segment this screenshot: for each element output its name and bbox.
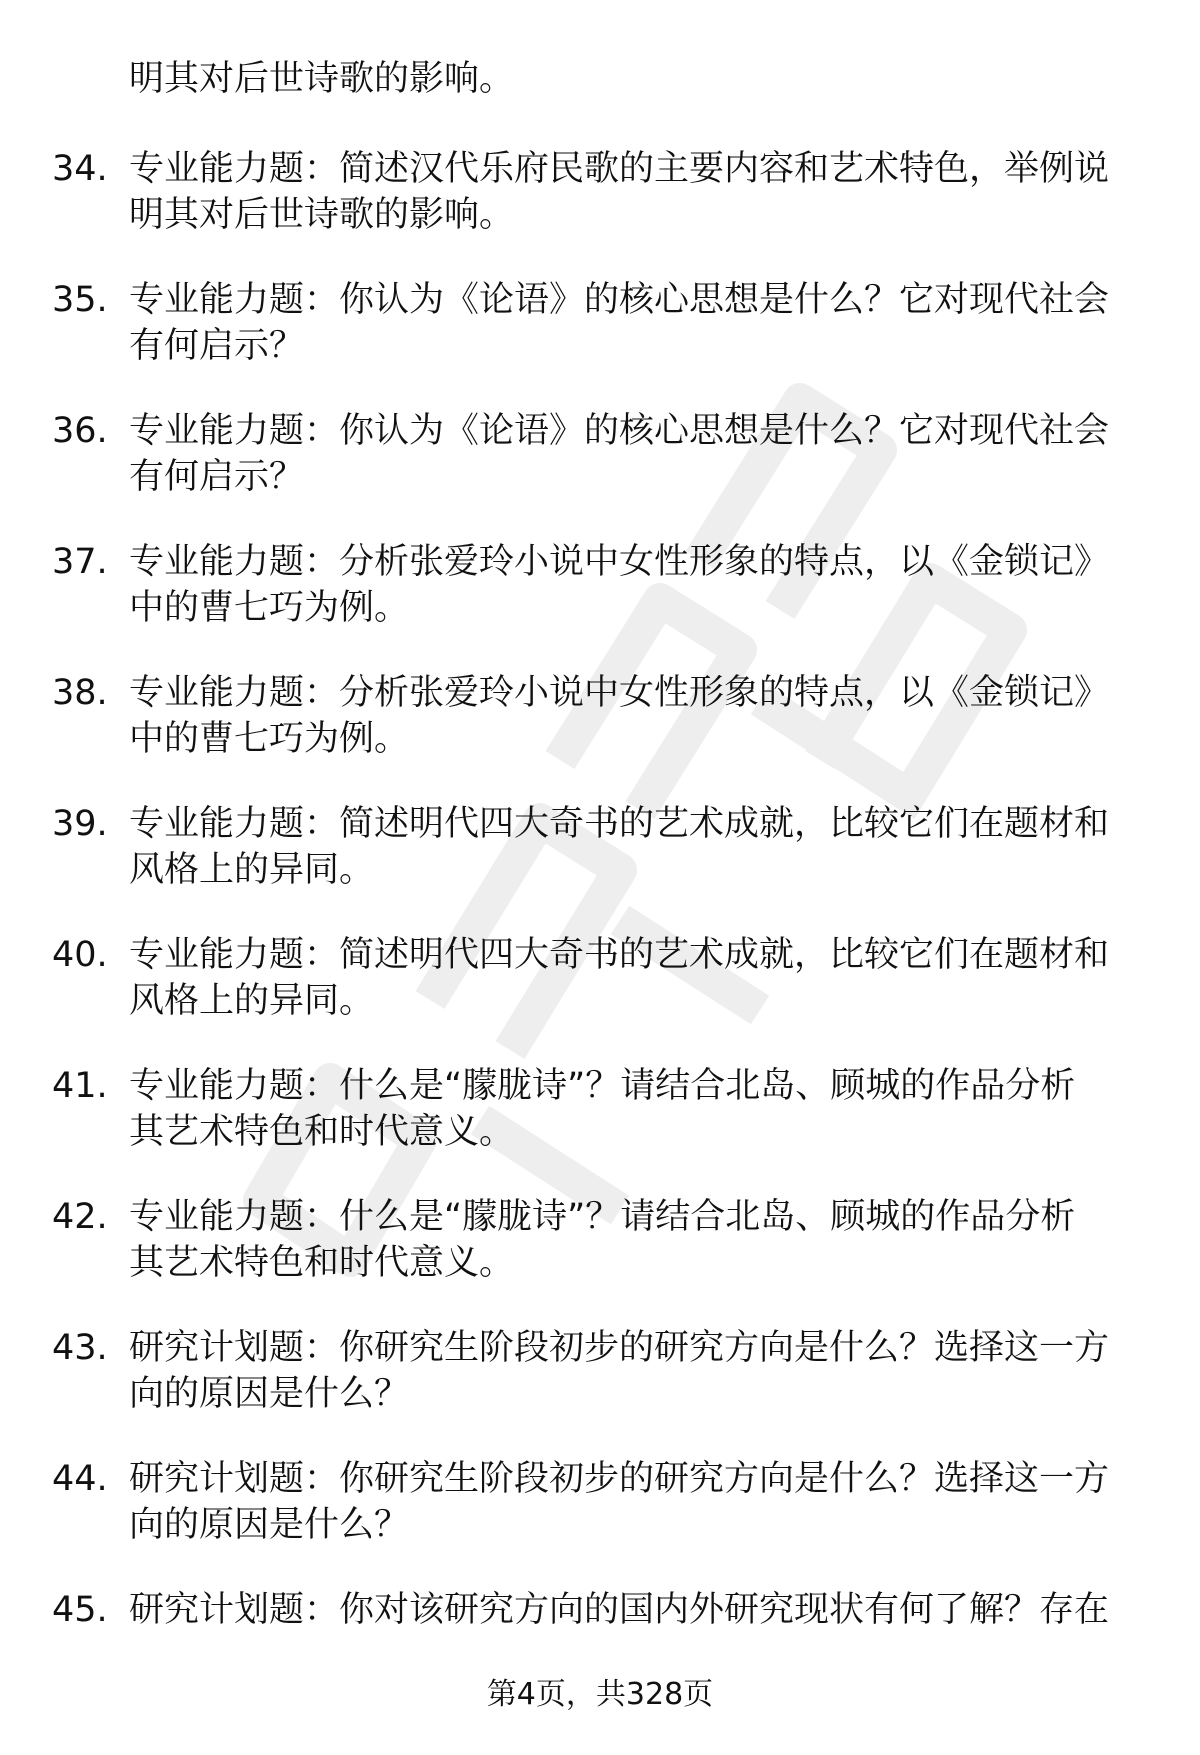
question-text — [129, 1325, 1139, 1417]
list-item — [0, 1325, 1200, 1456]
question-text — [129, 932, 1139, 1024]
question-line: 专业能力题：什么是“朦胧诗”？请结合北岛、顾城的作品分析 — [129, 1066, 1076, 1106]
question-line: 专业能力题：你认为《论语》的核心思想是什么？它对现代社会 — [129, 411, 1110, 451]
question-number: 35. — [52, 280, 108, 320]
question-line: 中的曹七巧为例。 — [129, 588, 410, 628]
question-text — [129, 1063, 1139, 1155]
question-line: 有何启示？ — [129, 457, 305, 497]
question-line: 研究计划题：你研究生阶段初步的研究方向是什么？选择这一方 — [129, 1459, 1110, 1499]
question-line: 向的原因是什么？ — [129, 1505, 410, 1545]
question-number: 39. — [52, 804, 108, 844]
list-item — [0, 408, 1200, 539]
question-line: 专业能力题：你认为《论语》的核心思想是什么？它对现代社会 — [129, 280, 1110, 320]
page-footer: 第4页，共328页 — [486, 1677, 714, 1712]
question-line: 风格上的异同。 — [129, 981, 375, 1021]
question-list — [0, 146, 1200, 1718]
list-item — [0, 146, 1200, 277]
list-item — [0, 801, 1200, 932]
list-item — [0, 1456, 1200, 1587]
question-text — [129, 1587, 1139, 1633]
question-line: 其艺术特色和时代意义。 — [129, 1243, 515, 1283]
question-number: 40. — [52, 935, 108, 975]
question-number: 38. — [52, 673, 108, 713]
question-number: 37. — [52, 542, 108, 582]
list-item — [0, 1063, 1200, 1194]
question-line: 有何启示？ — [129, 326, 305, 366]
question-line: 风格上的异同。 — [129, 850, 375, 890]
question-text — [129, 539, 1139, 631]
question-line: 专业能力题：简述明代四大奇书的艺术成就，比较它们在题材和 — [129, 935, 1110, 975]
question-text — [129, 1194, 1139, 1286]
list-item — [0, 277, 1200, 408]
question-text — [129, 801, 1139, 893]
question-number: 41. — [52, 1066, 108, 1106]
question-line: 专业能力题：分析张爱玲小说中女性形象的特点，以《金锁记》 — [129, 542, 1110, 582]
question-line: 专业能力题：简述明代四大奇书的艺术成就，比较它们在题材和 — [129, 804, 1110, 844]
question-number: 34. — [52, 149, 108, 189]
question-text — [129, 1456, 1139, 1548]
question-number: 45. — [52, 1590, 108, 1630]
question-text — [129, 408, 1139, 500]
question-line: 专业能力题：什么是“朦胧诗”？请结合北岛、顾城的作品分析 — [129, 1197, 1076, 1237]
question-line: 其艺术特色和时代意义。 — [129, 1112, 515, 1152]
question-line: 中的曹七巧为例。 — [129, 719, 410, 759]
question-line: 研究计划题：你研究生阶段初步的研究方向是什么？选择这一方 — [129, 1328, 1110, 1368]
question-number: 42. — [52, 1197, 108, 1237]
question-line: 向的原因是什么？ — [129, 1374, 410, 1414]
list-item — [0, 1194, 1200, 1325]
question-text — [129, 146, 1139, 238]
list-item — [0, 670, 1200, 801]
question-text — [129, 670, 1139, 762]
question-line: 专业能力题：分析张爱玲小说中女性形象的特点，以《金锁记》 — [129, 673, 1110, 713]
question-line: 研究计划题：你对该研究方向的国内外研究现状有何了解？存在 — [129, 1590, 1110, 1630]
list-item — [0, 539, 1200, 670]
list-item — [0, 932, 1200, 1063]
question-number: 43. — [52, 1328, 108, 1368]
question-number: 36. — [52, 411, 108, 451]
question-line: 明其对后世诗歌的影响。 — [129, 195, 515, 235]
question-number: 44. — [52, 1459, 108, 1499]
question-line: 专业能力题：简述汉代乐府民歌的主要内容和艺术特色，举例说 — [129, 149, 1110, 189]
continuation-line: 明其对后世诗歌的影响。 — [129, 59, 515, 99]
question-text — [129, 277, 1139, 369]
